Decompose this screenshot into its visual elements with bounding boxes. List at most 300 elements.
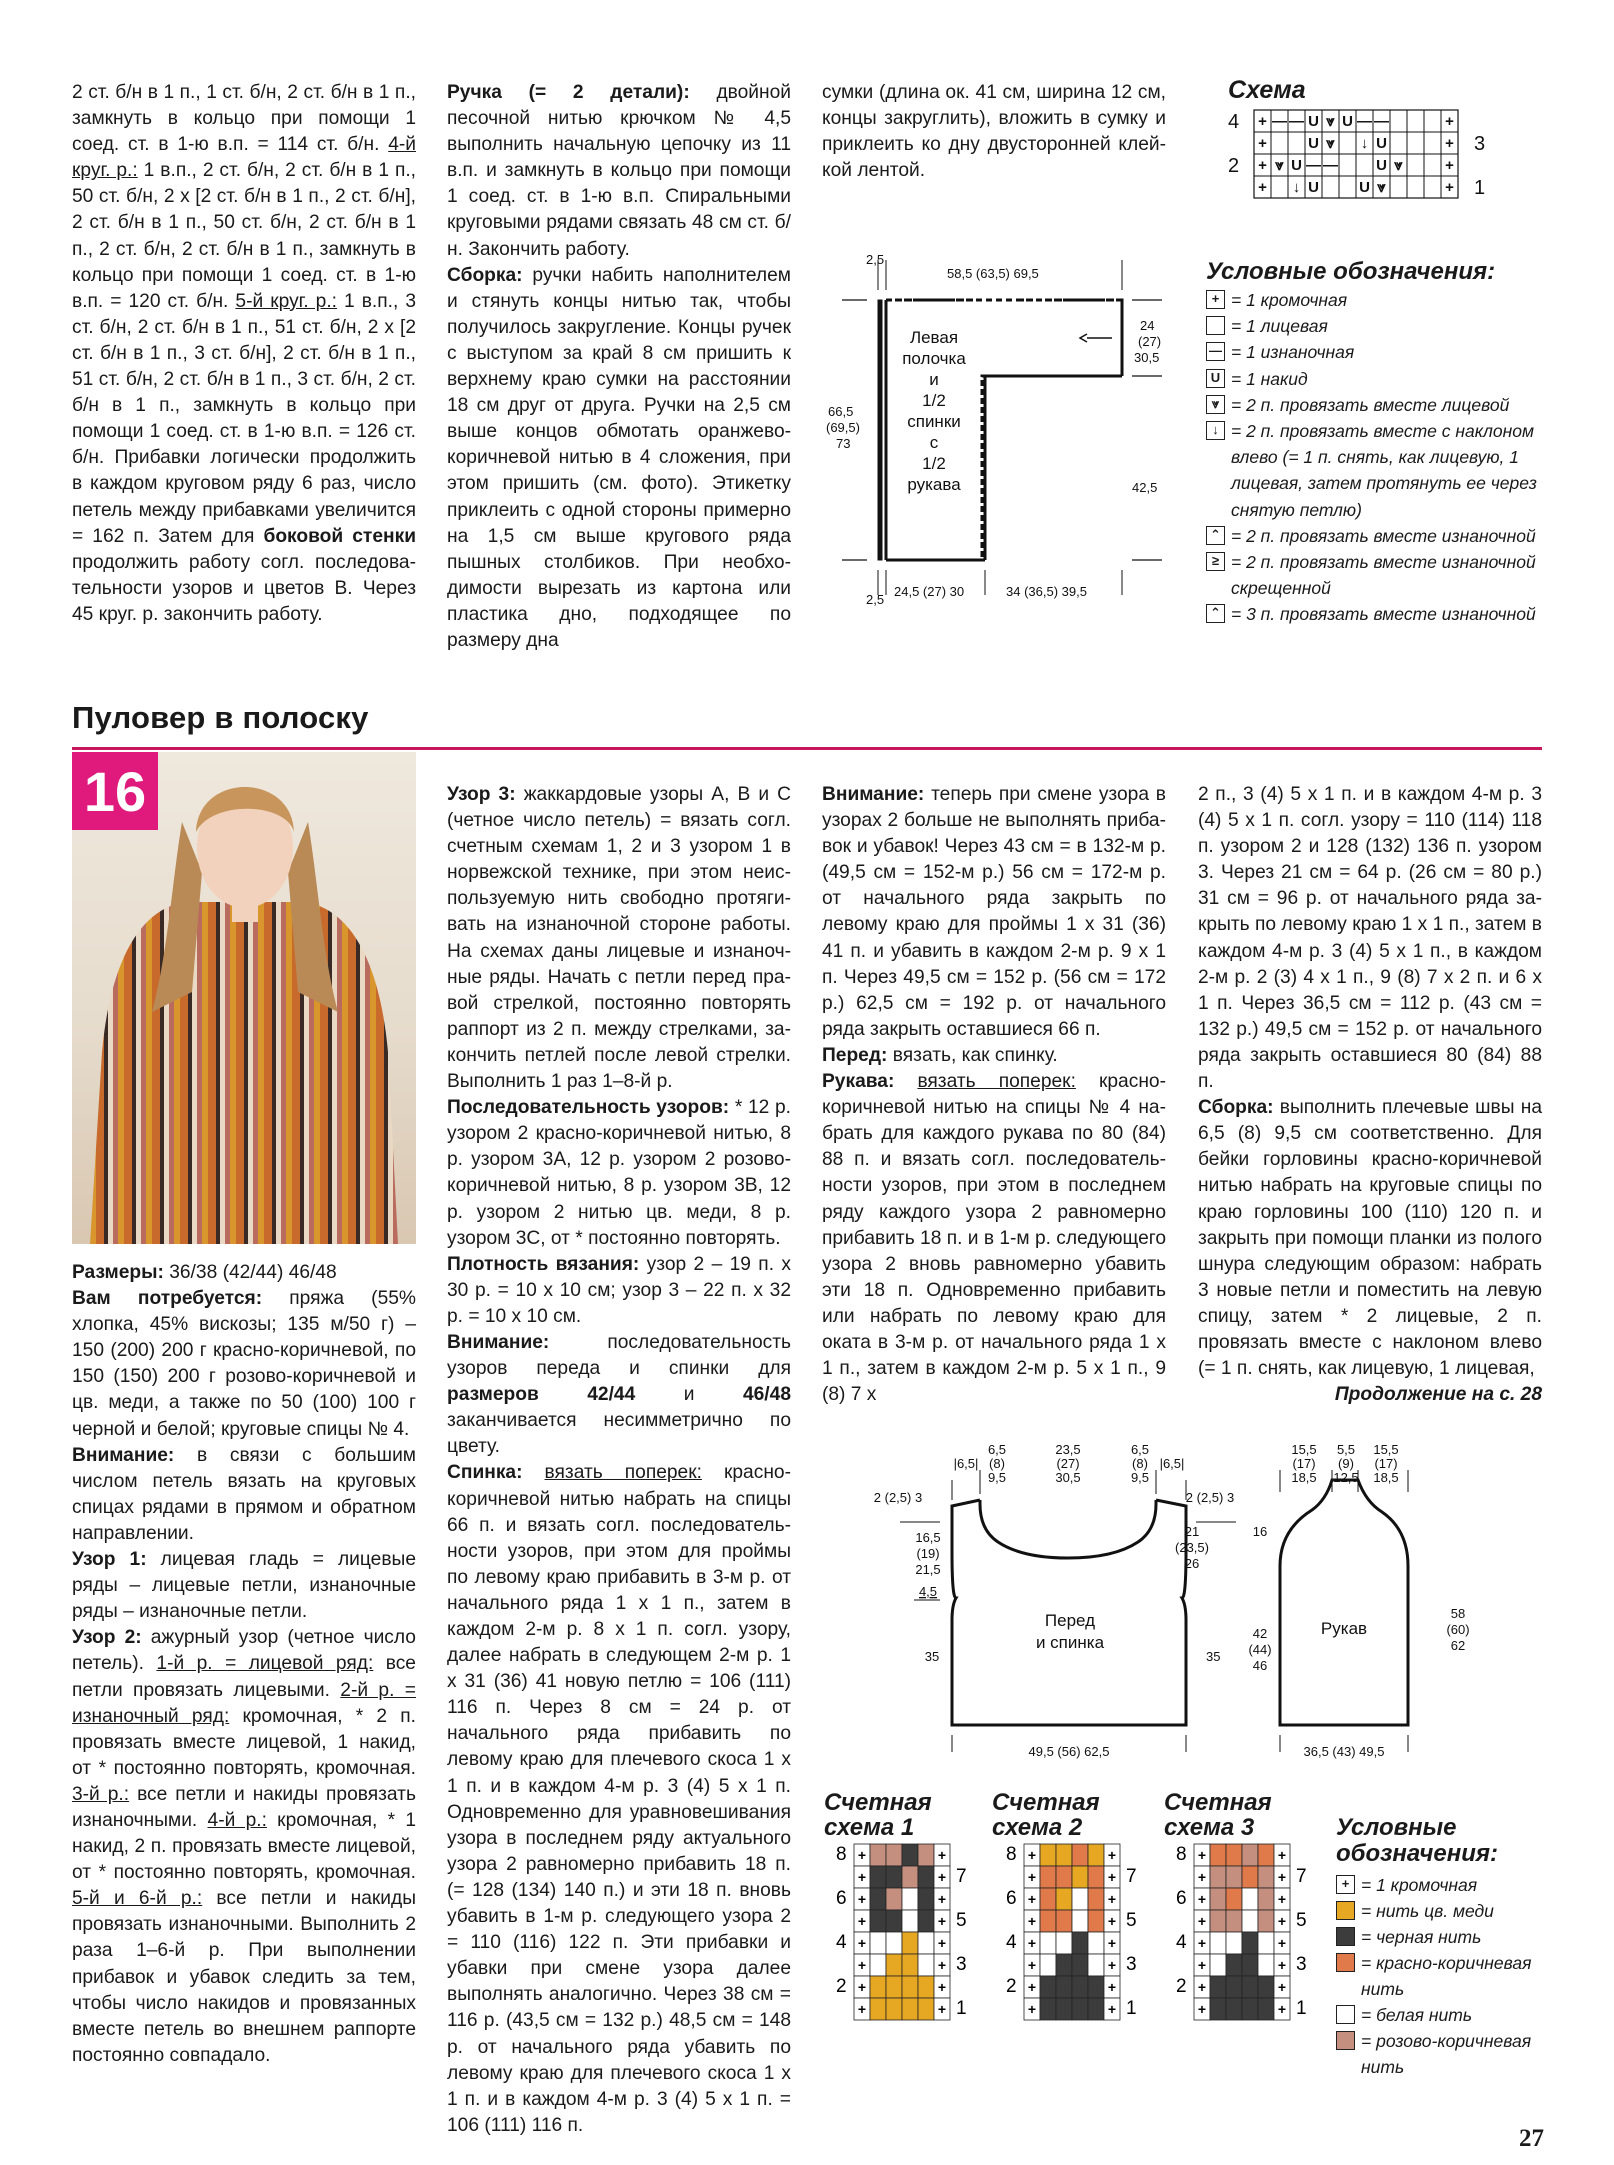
heading: Плотность вязания: [447, 1253, 640, 1275]
selvage-mark: + [1277, 1891, 1287, 1907]
row-number: 3 [1474, 133, 1486, 155]
chart-cell [1242, 1932, 1258, 1954]
legend2-item [1336, 2002, 1546, 2028]
heading: Рукава: [822, 1071, 895, 1093]
selvage-swatch-icon: + [1336, 1875, 1355, 1894]
chart-row-number: 3 [1126, 1954, 1137, 1975]
text: 2 ст. б/н в 1 п., 1 ст. б/н, 2 ст. б/н в 1 п., замкнуть в кольцо при помощи 1 соед. ст. в 1-ю в.п. = 114 ст. б/н. [72, 82, 416, 156]
dim-label: 46 [1252, 1658, 1268, 1673]
dim-label: 2,5 [866, 592, 885, 607]
chart-row-number: 3 [956, 1954, 967, 1975]
chart-row-number: 5 [956, 1910, 967, 1931]
legend-text: = черная нить [1361, 1927, 1482, 1947]
text: в связи с большим числом петель вязать на круговых спицах рядами в прямом и обратном направлении. [72, 1444, 416, 1544]
dim-label: 16,5 [915, 1530, 941, 1545]
chart-row-number: 4 [1176, 1932, 1187, 1953]
chart-row-number: 8 [1006, 1844, 1017, 1865]
legend-list [1206, 287, 1546, 628]
dim-label: 23,5 [1055, 1442, 1081, 1457]
scheme-symbol: + [1258, 135, 1267, 152]
scheme-symbol: ↓ [1360, 135, 1369, 152]
chart-cell [1226, 1866, 1242, 1888]
scheme-symbol: — [1272, 113, 1287, 130]
continued-link[interactable]: Продолжение на с. 28 [1334, 1384, 1542, 1406]
selvage-mark: + [1277, 2001, 1287, 2017]
chart-cell [1258, 1976, 1274, 1998]
text: 5-й круг. р.: [235, 290, 338, 312]
chart-row-number: 8 [836, 1844, 847, 1865]
selvage-icon: + [1206, 290, 1225, 309]
legend-text: = 1 лицевая [1231, 316, 1328, 337]
text: ручки набить наполнителем и стянуть концы нитью так, чтобы получилось закругление. Концы ручек с выступом за край 8 см пришить к верхнему краю сумки на расстоянии 18 см друг от друга. Ручки на 2,5 см выше концов обмотать оранжево-коричневой нитью в 4 сложения, при этом пришить (см. фото). Этикетку приклеить с одной стороны примерно на 1,5 см выше кругового ряда пышных столбиков. При необходимости вырезать из картона или пластика дно, подходящее по размеру дна [447, 264, 791, 651]
piece-label: 1/2 [922, 391, 946, 410]
selvage-mark: + [1027, 1935, 1037, 1951]
heading: Внимание: [822, 784, 925, 805]
chart-cell [918, 1998, 934, 2020]
piece-label: и спинка [1035, 1633, 1105, 1652]
legend-item [1206, 523, 1546, 549]
heading: Размеры: [72, 1262, 164, 1283]
text: вязать, как спинку. [892, 1044, 1058, 1066]
chart-cell [1088, 1932, 1104, 1954]
scheme-symbol: U [1359, 179, 1370, 196]
count-charts [820, 1840, 1340, 2040]
selvage-mark: + [937, 1979, 947, 1995]
text: последовательность узоров переда и спинки для [447, 1331, 791, 1380]
legend-text: = 3 п. провязать вместе изнаночной [1231, 604, 1536, 625]
text: все петли и накиды провязать изнаночными. [72, 1783, 416, 1831]
front-back-diagram [840, 1440, 1240, 1770]
text: сумки (длина ок. 41 см, ширина 12 см, концы закруглить), вложить в сумку и приклеить ко дну двусторонней клейкой лентой. [822, 82, 1166, 182]
chart-row-number: 5 [1126, 1910, 1137, 1931]
text: 1 в.п., 3 ст. б/н, 2 ст. б/н в 1 п., 51 ст. б/н, 2 x [2 ст. б/н в 1 п., 3 ст. б/н], 2 ст. б/н в 1 п., 51 ст. б/н, 2 ст. б/н в 1 п., 3 ст. б/н, 2 ст. б/н в 1 п., замкнуть в кольцо при помощи 1 соед. ст. в 1-ю в.п. = 126 ст. б/н. Прибавки логически продолжить в каждом круговом ряду 6 раз, число петель между прибавками увеличится = 162 п. Затем для [72, 290, 417, 547]
dim-label: (8) [1132, 1456, 1148, 1471]
chart-cell [902, 1954, 918, 1976]
text: заканчивается несимметрично по цвету. [447, 1410, 791, 1458]
dim-label: (9) [1338, 1456, 1354, 1471]
dim-label: 66,5 [828, 404, 854, 419]
chart-row-number: 2 [836, 1976, 847, 1997]
text: узор 2 – 19 п. х 30 р. = 10 х 10 см; узор 3 – 22 п. х 32 р. = 10 х 10 см. [447, 1253, 791, 1327]
text: вязать поперек: [917, 1071, 1076, 1093]
purl-icon: — [1206, 342, 1225, 361]
legend-text: = белая нить [1361, 2005, 1473, 2025]
legend-item [1206, 287, 1546, 313]
dim-label: 9,5 [987, 1470, 1007, 1485]
dim-label: (8) [989, 1456, 1005, 1471]
selvage-mark: + [1107, 1913, 1117, 1929]
chart-cell [1040, 1932, 1056, 1954]
dim-label: 35 [1206, 1649, 1221, 1664]
chart-cell [1242, 1976, 1258, 1998]
selvage-mark: + [1277, 1869, 1287, 1885]
scheme-symbol: ⩔ [1394, 157, 1403, 174]
piece-label: с [929, 433, 939, 452]
text: краснокоричневой нитью набрать на спицы 66 п. и вязать согл. последовательности узоров, при этом для проймы по левому краю прибавить в 3-м р. от начального ряда 1 х 1 п., затем в каждом 2-м р. 8 х 1 п. согл. узору, далее набрать в следующем 2-м р. 1 х 31 (36) 41 новую петлю = 106 (111) 116 п. Через 8 см = 24 р. от начального ряда прибавить по левому краю для плечевого скоса 1 х 1 п. и в каждом 4-м р. 3 (4) 5 х 1 п. Одновременно для уравновешивания узора в последнем ряду актуального узора 2 равномерно прибавить 18 п. (= 128 (134) 140 п.) и эти 18 п. вновь убавить в 1-м р. следующего узора 2 = 110 (116) 122 п. Эти прибавки и убавки при смене узора далее выполнять аналогично. Через 38 см = 116 р. (43,5 см = 132 р.) 48,5 см = 148 р. от начального ряда убавить по левому краю для плечевого скоса 1 х 1 п. и в каждом 4-м р. 3 (4) 5 х 1 п. = 106 (111) 116 п. [447, 1462, 791, 2136]
chart-row-number: 5 [1296, 1910, 1307, 1931]
rose-brown-swatch-icon [1336, 2031, 1355, 2050]
chart-cell [1210, 1910, 1226, 1932]
dim-label: 35 [924, 1649, 940, 1664]
heading: Сборка: [447, 264, 523, 286]
chart-cell [1056, 1866, 1072, 1888]
chart-cell [1210, 1954, 1226, 1976]
scheme-symbol: + [1258, 113, 1267, 130]
chart-row-number: 1 [1126, 1998, 1137, 2019]
selvage-mark: + [1107, 1935, 1117, 1951]
chart-cell [1088, 1888, 1104, 1910]
chart-row-number: 1 [956, 1998, 967, 2019]
selvage-mark: + [1197, 2001, 1207, 2017]
dim-label: 36,5 (43) 49,5 [1303, 1744, 1385, 1759]
heading: Узор 2: [72, 1627, 142, 1649]
selvage-mark: + [857, 1957, 867, 1973]
legend-text: = розово-коричневая нить [1361, 2031, 1532, 2077]
dim-label: 9,5 [1130, 1470, 1150, 1485]
black-swatch-icon [1336, 1927, 1355, 1946]
selvage-mark: + [1197, 1913, 1207, 1929]
page-number: 27 [1519, 2125, 1544, 2152]
chart-cell [918, 1954, 934, 1976]
dim-label: (17) [1374, 1456, 1398, 1471]
legend-text: = 1 кромочная [1361, 1875, 1478, 1895]
piece-label: Рукав [1320, 1619, 1368, 1638]
chart-cell [1210, 1932, 1226, 1954]
text: 1 в.п., 2 ст. б/н, 2 ст. б/н в 1 п., 50 ст. б/н, 2 x [2 ст. б/н в 1 п., 2 ст. б/н], 2 ст. б/н в 1 п., 50 ст. б/н, 2 ст. б/н в 1 п., 2 ст. б/н, 2 ст. б/н в 1 п., замкнуть в кольцо при помощи 1 соед. ст. в 1-ю в.п. = 120 ст. б/н. [72, 160, 416, 312]
dim-label: 73 [836, 436, 851, 451]
scheme-symbol: — [1289, 113, 1304, 130]
scheme-symbol: ⩔ [1326, 135, 1335, 152]
selvage-mark: + [857, 1847, 867, 1863]
text: выполнить плечевые швы на 6,5 (8) 9,5 см соответственно. Для бейки горловины красно-коричневой нитью набрать на круговые спицы по краю горловины 100 (110) 120 п. и закрыть при помощи планки из полого шнура следующим образом: набрать 3 новые петли и поместить на левую спицу, затем * 2 лицевые, 2 п. провязать вместе с наклоном влево (= 1 п. снять, как лицевую, 1 лицевая, [1198, 1097, 1542, 1380]
chart-row-number: 4 [836, 1932, 847, 1953]
legend2-item [1336, 1898, 1546, 1924]
scheme-symbol: + [1445, 157, 1454, 174]
legend-text: = 1 кромочная [1231, 290, 1348, 310]
scheme-symbol: ⩔ [1275, 157, 1284, 174]
dim-label: 58,5 (63,5) 69,5 [947, 266, 1039, 281]
chart-cell [870, 1844, 886, 1866]
copper-swatch-icon [1336, 1901, 1355, 1920]
chart-cell [1072, 1910, 1088, 1932]
piece-label: спинки [907, 412, 961, 431]
dim-label: (69,5) [826, 420, 860, 435]
scheme-symbol: U [1342, 113, 1353, 130]
selvage-mark: + [1027, 2001, 1037, 2017]
text: 2-й р. = изнаночный ряд: [72, 1679, 416, 1727]
heading: Спинка: [447, 1462, 523, 1484]
chart-cell [1056, 1976, 1072, 1998]
chart-cell [886, 1954, 902, 1976]
chart-cell [1242, 1844, 1258, 1866]
chart-row-number: 4 [1006, 1932, 1017, 1953]
scheme-symbol: + [1258, 179, 1267, 196]
dim-label: 30,5 [1055, 1470, 1081, 1485]
ssk-icon: ↓ [1206, 421, 1225, 440]
chart-cell [1210, 1844, 1226, 1866]
chart-cell [1226, 1844, 1242, 1866]
chart-cell [902, 1888, 918, 1910]
chart-cell [1242, 1888, 1258, 1910]
chart-cell [902, 1976, 918, 1998]
dim-label: |6,5| [1159, 1456, 1185, 1471]
knit-icon [1206, 316, 1225, 335]
chart-cell [1242, 1998, 1258, 2020]
left-front-diagram [822, 250, 1172, 610]
chart-cell [1210, 1866, 1226, 1888]
dim-label: 34 (36,5) 39,5 [1006, 584, 1087, 599]
chart-cell [1242, 1866, 1258, 1888]
legend-text: = 2 п. провязать вместе изнаночной скрещенной [1231, 552, 1536, 599]
scheme-symbol: ⩔ [1326, 113, 1335, 130]
chart-cell [1258, 1844, 1274, 1866]
row-number: 2 [1228, 155, 1240, 177]
scheme-symbol: — [1323, 157, 1338, 174]
text: 3-й р.: [72, 1783, 130, 1805]
heading: Узор 3: [447, 784, 516, 805]
project-number: 16 [72, 752, 158, 830]
text: и [683, 1384, 695, 1406]
white-swatch-icon [1336, 2005, 1355, 2024]
selvage-mark: + [1027, 1891, 1037, 1907]
text: все петли провязать лицевыми. [72, 1653, 416, 1701]
piece-label: и [929, 370, 939, 389]
chart-row-number: 6 [836, 1888, 847, 1909]
chart-row-number: 6 [1006, 1888, 1017, 1909]
chart-row-number: 6 [1176, 1888, 1187, 1909]
chart-cell [1210, 1976, 1226, 1998]
dim-label: 62 [1450, 1638, 1466, 1653]
dim-label: 42 [1252, 1626, 1268, 1641]
scheme-symbol: + [1258, 157, 1267, 174]
chart-cell [1056, 1844, 1072, 1866]
row-number: 4 [1228, 111, 1240, 133]
chart-row-number: 8 [1176, 1844, 1187, 1865]
chart-cell [1088, 1954, 1104, 1976]
chart-cell [1040, 1844, 1056, 1866]
text: лицевая гладь = лицевые ряды – лицевые петли, изнаночные ряды – изнаночные петли. [72, 1549, 416, 1623]
dim-label: (23,5) [1175, 1540, 1209, 1555]
scheme-grid [1222, 104, 1502, 214]
text: вязать поперек: [544, 1462, 702, 1484]
chart-row-number: 1 [1296, 1998, 1307, 2019]
dim-label: 18,5 [1291, 1470, 1317, 1485]
selvage-mark: + [1277, 1957, 1287, 1973]
selvage-mark: + [1107, 1891, 1117, 1907]
selvage-mark: + [857, 2001, 867, 2017]
chart-cell [902, 1932, 918, 1954]
text: * 12 р. узором 2 красно-коричневой нитью, 8 р. узором 3A, 12 р. узором 2 розовокоричневой нитью, 8 р. узором 3B, 12 р. узором 2 нитью цв. меди, 8 р. узором 3C, от * постоянно повторять. [447, 1097, 791, 1249]
dim-label: 2 (2,5) 3 [1185, 1490, 1235, 1505]
chart-cell [1242, 1954, 1258, 1976]
heading: Перед: [822, 1044, 888, 1066]
scheme-symbol: U [1291, 157, 1302, 174]
text: теперь при смене узора в узорах 2 больше не выполнять прибавок и убавок! Через 43 см = в 132-м р. (49,5 см = 152-м р.) 56 см = 172-м р. от начального ряда закрыть по левому краю для проймы 1 х 31 (36) 41 п. и убавить в каждом 2-м р. 9 х 1 п. Через 49,5 см = 152 р. (56 см = 172 р.) 62,5 см = 192 р. от начального ряда закрыть оставшиеся 66 п. [822, 784, 1166, 1040]
article-col3 [822, 782, 1166, 1408]
heading: Внимание: [447, 1331, 550, 1353]
dim-label: (19) [916, 1546, 940, 1561]
dim-label: 6,5 [987, 1442, 1007, 1457]
dim-label: |6,5| [953, 1456, 979, 1471]
chart-row-number: 7 [1126, 1866, 1137, 1887]
selvage-mark: + [857, 1869, 867, 1885]
legend-text: = красно-коричневая нить [1361, 1953, 1532, 1999]
selvage-mark: + [937, 1935, 947, 1951]
legend2-item [1336, 1924, 1546, 1950]
dim-label: 15,5 [1291, 1442, 1317, 1457]
text: 4-й круг. р.: [72, 134, 416, 182]
text: жаккардовые узоры A, B и C (четное число петель) = вязать согл. счетным схемам 1, 2 и 3 узором 1 в норвежской технике, при этом неиспользуемую нить свободно протягивать на изнаночной стороне работы. На схемах даны лицевые и изнаночные ряды. Начать с петли перед правой стрелкой, постоянно повторять раппорт из 2 п. между стрелками, закончить петлей после левой стрелки. Выполнить 1 раз 1–8-й р. [447, 784, 792, 1093]
selvage-mark: + [1027, 1957, 1037, 1973]
text: кромочная, * 2 п. провязать вместе лицевой, 1 накид, от * постоянно повторять, кромочная. [72, 1705, 416, 1779]
legend2-item [1336, 1872, 1546, 1898]
chart-cell [1072, 1976, 1088, 1998]
dim-label: (17) [1292, 1456, 1316, 1471]
scheme-symbol: U [1376, 157, 1387, 174]
chart-cell [886, 1976, 902, 1998]
chart-cell [870, 1910, 886, 1932]
dim-label: (27) [1138, 334, 1162, 349]
chart-row-number: 7 [956, 1866, 967, 1887]
scheme-symbol: — [1306, 157, 1321, 174]
selvage-mark: + [1027, 1979, 1037, 1995]
selvage-mark: + [937, 1957, 947, 1973]
chart-cell [1056, 1998, 1072, 2020]
sleeve-diagram [1240, 1440, 1490, 1770]
chart-cell [1226, 1888, 1242, 1910]
chart-cell [870, 1932, 886, 1954]
legend-text: = 2 п. провязать вместе лицевой [1231, 394, 1510, 415]
piece-label: Перед [1044, 1611, 1096, 1630]
text: ажурный узор (четное число петель). [72, 1627, 416, 1675]
scheme-title: Схема [1228, 76, 1306, 104]
chart-cell [1040, 1998, 1056, 2020]
top-col1 [72, 80, 416, 628]
legend-item [1206, 549, 1546, 601]
text: боковой стенки [263, 525, 416, 547]
chart-cell [1040, 1976, 1056, 1998]
legend-item [1206, 392, 1546, 418]
chart-cell [1072, 1844, 1088, 1866]
scheme-symbol: U [1308, 113, 1319, 130]
dim-label: 49,5 (56) 62,5 [1028, 1744, 1110, 1759]
chart-cell [1056, 1910, 1072, 1932]
chart-cell [1242, 1910, 1258, 1932]
legend2-list [1336, 1872, 1546, 2080]
dim-label: 5,5 [1336, 1442, 1356, 1457]
legend2-title: Условные обозначения: [1336, 1814, 1498, 1867]
chart-cell [918, 1844, 934, 1866]
dim-label: 15,5 [1373, 1442, 1399, 1457]
chart-cell [918, 1910, 934, 1932]
chart-cell [886, 1910, 902, 1932]
text: 5-й и 6-й р.: [72, 1888, 203, 1910]
scheme-symbol: + [1445, 179, 1454, 196]
legend-item [1206, 313, 1546, 339]
selvage-mark: + [1277, 1935, 1287, 1951]
piece-label: рукава [907, 475, 961, 494]
p3tog-icon: ⌃ [1206, 604, 1225, 623]
chart-cell [1040, 1866, 1056, 1888]
chart-cell [918, 1976, 934, 1998]
top-col3 [822, 80, 1166, 184]
chart-cell [886, 1998, 902, 2020]
legend-item [1206, 366, 1546, 392]
top-col2 [447, 80, 791, 654]
chart-cell [1072, 1888, 1088, 1910]
chart-cell [1072, 1932, 1088, 1954]
text: размеров 42/44 [447, 1384, 636, 1406]
dim-label: 21 [1184, 1524, 1200, 1539]
selvage-mark: + [1197, 1891, 1207, 1907]
chart-cell [1258, 1888, 1274, 1910]
chart-row-number: 3 [1296, 1954, 1307, 1975]
legend-text: = 1 накид [1231, 368, 1308, 389]
chart-cell [902, 1844, 918, 1866]
chart-cell [1056, 1888, 1072, 1910]
selvage-mark: + [937, 1913, 947, 1929]
legend-item [1206, 339, 1546, 365]
chart-row-number: 2 [1006, 1976, 1017, 1997]
piece-label: 1/2 [922, 454, 946, 473]
dim-label: (60) [1446, 1622, 1470, 1637]
chart-cell [902, 1910, 918, 1932]
article-title: Пуловер в полоску [72, 700, 369, 735]
selvage-mark: + [1107, 1847, 1117, 1863]
dim-label: 30,5 [1134, 350, 1160, 365]
selvage-mark: + [1197, 1935, 1207, 1951]
selvage-mark: + [1197, 1957, 1207, 1973]
dim-label: 26 [1184, 1556, 1200, 1571]
legend-text: = нить цв. меди [1361, 1901, 1494, 1921]
row-number: 1 [1474, 177, 1486, 199]
chart-cell [1258, 1998, 1274, 2020]
legend-text: = 2 п. провязать вместе изнаночной [1231, 525, 1536, 546]
heading: Сборка: [1198, 1097, 1274, 1119]
selvage-mark: + [1027, 1869, 1037, 1885]
selvage-mark: + [1197, 1847, 1207, 1863]
chart-cell [1210, 1998, 1226, 2020]
selvage-mark: + [937, 1869, 947, 1885]
text: двойной песочной нитью крючком № 4,5 выполнить начальную цепочку из 11 в.п. и замкнуть в кольцо при помощи 1 соед. ст. в 1-ю в.п. Спиральными круговыми рядами связать 48 см ст. б/н. Закончить работу. [447, 82, 791, 260]
scheme-symbol: — [1357, 113, 1372, 130]
legend2-item [1336, 1950, 1546, 2002]
chart-cell [870, 1976, 886, 1998]
chart-row-number: 7 [1296, 1866, 1307, 1887]
chart-cell [1258, 1932, 1274, 1954]
scheme-symbol: U [1376, 135, 1387, 152]
heading: Узор 1: [72, 1549, 147, 1571]
chart-cell [1226, 1932, 1242, 1954]
chart-cell [1040, 1910, 1056, 1932]
article-col2 [447, 782, 791, 2139]
chart-cell [1088, 1976, 1104, 1998]
scheme-symbol: + [1445, 113, 1454, 130]
selvage-mark: + [857, 1913, 867, 1929]
piece-label: Левая [909, 328, 959, 347]
chart-cell [1258, 1954, 1274, 1976]
dim-label: 4,5 [918, 1584, 938, 1599]
chart-cell [1226, 1976, 1242, 1998]
selvage-mark: + [937, 1847, 947, 1863]
selvage-mark: + [1027, 1913, 1037, 1929]
selvage-mark: + [857, 1891, 867, 1907]
chart-cell [918, 1932, 934, 1954]
chart1-title: Счетная схема 1 [824, 1789, 932, 1841]
selvage-mark: + [1277, 1979, 1287, 1995]
scheme-symbol: ⩔ [1377, 179, 1386, 196]
chart-cell [886, 1932, 902, 1954]
